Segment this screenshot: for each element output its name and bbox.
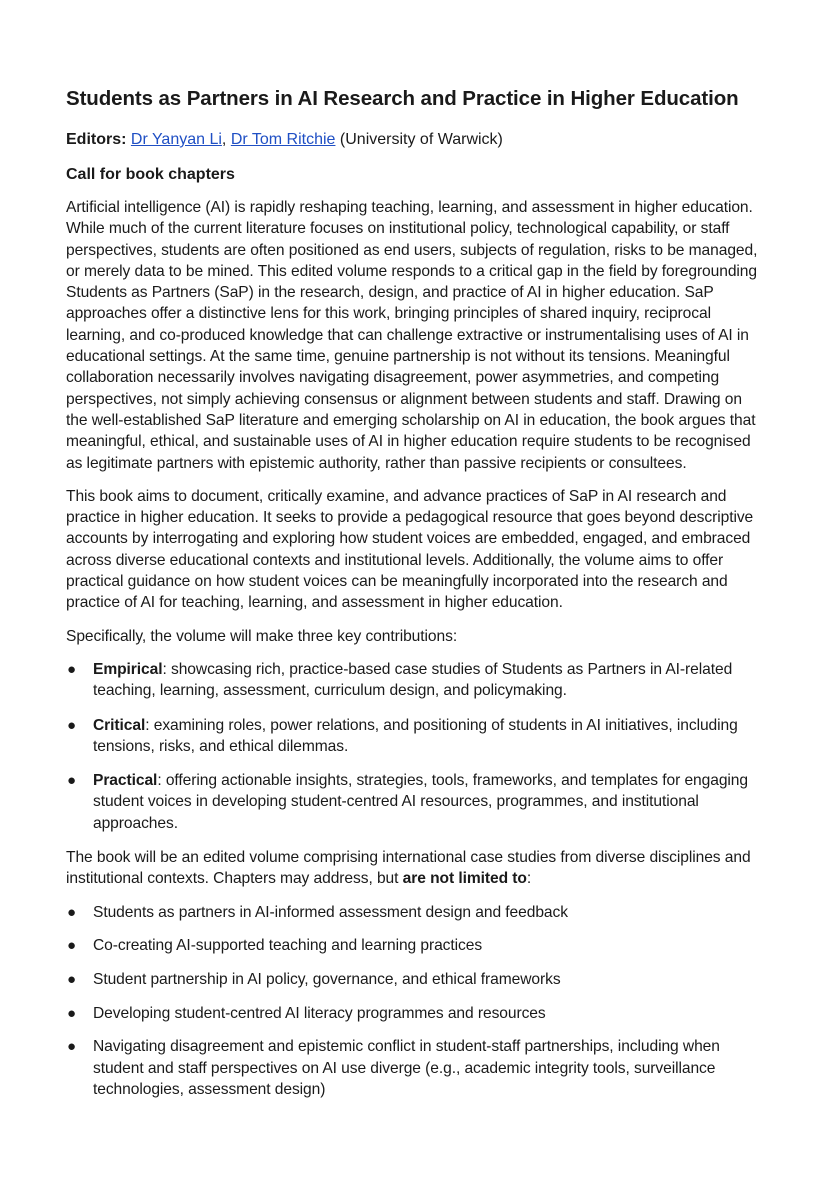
editor-link-yanyan-li[interactable]: Dr Yanyan Li — [130, 131, 222, 148]
bullet-icon: ● — [67, 1038, 76, 1056]
list-item — [66, 1036, 766, 1100]
intro-paragraph: Artificial intelligence (AI) is rapidly reshaping teaching, learning, and assessment in higher education. While much of the current literature focuses on institutional policy, technological capability, or staff perspectives, students are often positioned as end users, subjects of regulation, risks to be managed, or merely data to be mined. This edited volume responds to a critical gap in the field by foregrounding Students as Partners (SaP) in the research, design, and practice of AI in higher education. SaP approaches offer a distinctive lens for this work, bringing principles of shared inquiry, reciprocal learning, and co-produced knowledge that can challenge extractive or instrumentalising uses of AI in educational settings. At the same time, genuine partnership is not without its tensions. Meaningful collaboration necessarily involves navigating disagreement, power asymmetries, and competing perspectives, not simply achieving consensus or alignment between students and staff. Drawing on the well-established SaP literature and emerging scholarship on AI in education, the book argues that meaningful, ethical, and sustainable uses of AI in higher education require students to be recognised as legitimate partners with epistemic authority, rather than passive recipients or consultees. — [66, 199, 758, 472]
scope-bold: are not limited to — [402, 870, 527, 888]
bullet-icon: ● — [67, 716, 76, 734]
scope-paragraph — [66, 847, 766, 890]
list-item — [66, 715, 766, 758]
call-heading: Call for book chapters — [66, 166, 235, 183]
bullet-icon: ● — [67, 1004, 76, 1022]
document-title: Students as Partners in AI Research and Practice in Higher Education — [66, 87, 739, 110]
contribution-term: Empirical — [93, 660, 163, 678]
bullet-icon: ● — [67, 937, 76, 955]
editors-label: Editors: — [66, 131, 127, 148]
contribution-term: Critical — [93, 716, 146, 734]
contributions-intro: Specifically, the volume will make three key contributions: — [66, 627, 458, 645]
scope-suffix: : — [526, 870, 532, 888]
editor-separator: , — [221, 131, 227, 148]
bullet-icon: ● — [67, 903, 76, 921]
bullet-icon: ● — [67, 970, 76, 988]
contribution-text: : showcasing rich, practice-based case studies of Students as Partners in AI-related teaching, learning, assessment, curriculum design, and policymaking. — [93, 660, 733, 700]
list-item — [66, 659, 766, 702]
editors-line — [66, 129, 766, 150]
editor-link-tom-ritchie[interactable]: Dr Tom Ritchie — [230, 131, 336, 148]
topics-list — [66, 902, 766, 1101]
bullet-icon: ● — [67, 660, 76, 678]
topic-text: Developing student-centred AI literacy programmes and resources — [93, 1004, 546, 1022]
aims-paragraph: This book aims to document, critically examine, and advance practices of SaP in AI research and practice in higher education. It seeks to provide a pedagogical resource that goes beyond descriptive accounts by interrogating and exploring how student voices are embedded, engaged, and embraced across diverse educational contexts and institutional levels. Additionally, the volume aims to offer practical guidance on how student voices can be meaningfully incorporated into the research and practice of AI for teaching, learning, and assessment in higher education. — [66, 487, 754, 612]
topic-text: Co-creating AI-supported teaching and learning practices — [93, 937, 483, 955]
contribution-text: : offering actionable insights, strategies, tools, frameworks, and templates for engaging student voices in developing student-centred AI resources, programmes, and institutional approaches. — [93, 772, 748, 832]
list-item — [66, 935, 766, 956]
topic-text: Students as partners in AI-informed assessment design and feedback — [93, 903, 568, 921]
list-item — [66, 902, 766, 923]
contribution-text: : examining roles, power relations, and positioning of students in AI initiatives, including tensions, risks, and ethical dilemmas. — [93, 716, 738, 755]
bullet-icon: ● — [67, 772, 76, 790]
topic-text: Student partnership in AI policy, governance, and ethical frameworks — [93, 970, 561, 988]
editor-affiliation: (University of Warwick) — [339, 131, 503, 148]
scope-prefix: The book will be an edited volume comprising international case studies from diverse disciplines and institutional contexts. Chapters may address, but — [66, 849, 751, 888]
contribution-term: Practical — [93, 772, 158, 790]
list-item — [66, 770, 766, 834]
topic-text: Navigating disagreement and epistemic conflict in student-staff partnerships, including when student and staff perspectives on AI use diverge (e.g., academic integrity tools, surveillance technologies, assessment design) — [93, 1038, 720, 1098]
list-item — [66, 969, 766, 990]
list-item — [66, 1003, 766, 1024]
contributions-list — [66, 659, 766, 834]
